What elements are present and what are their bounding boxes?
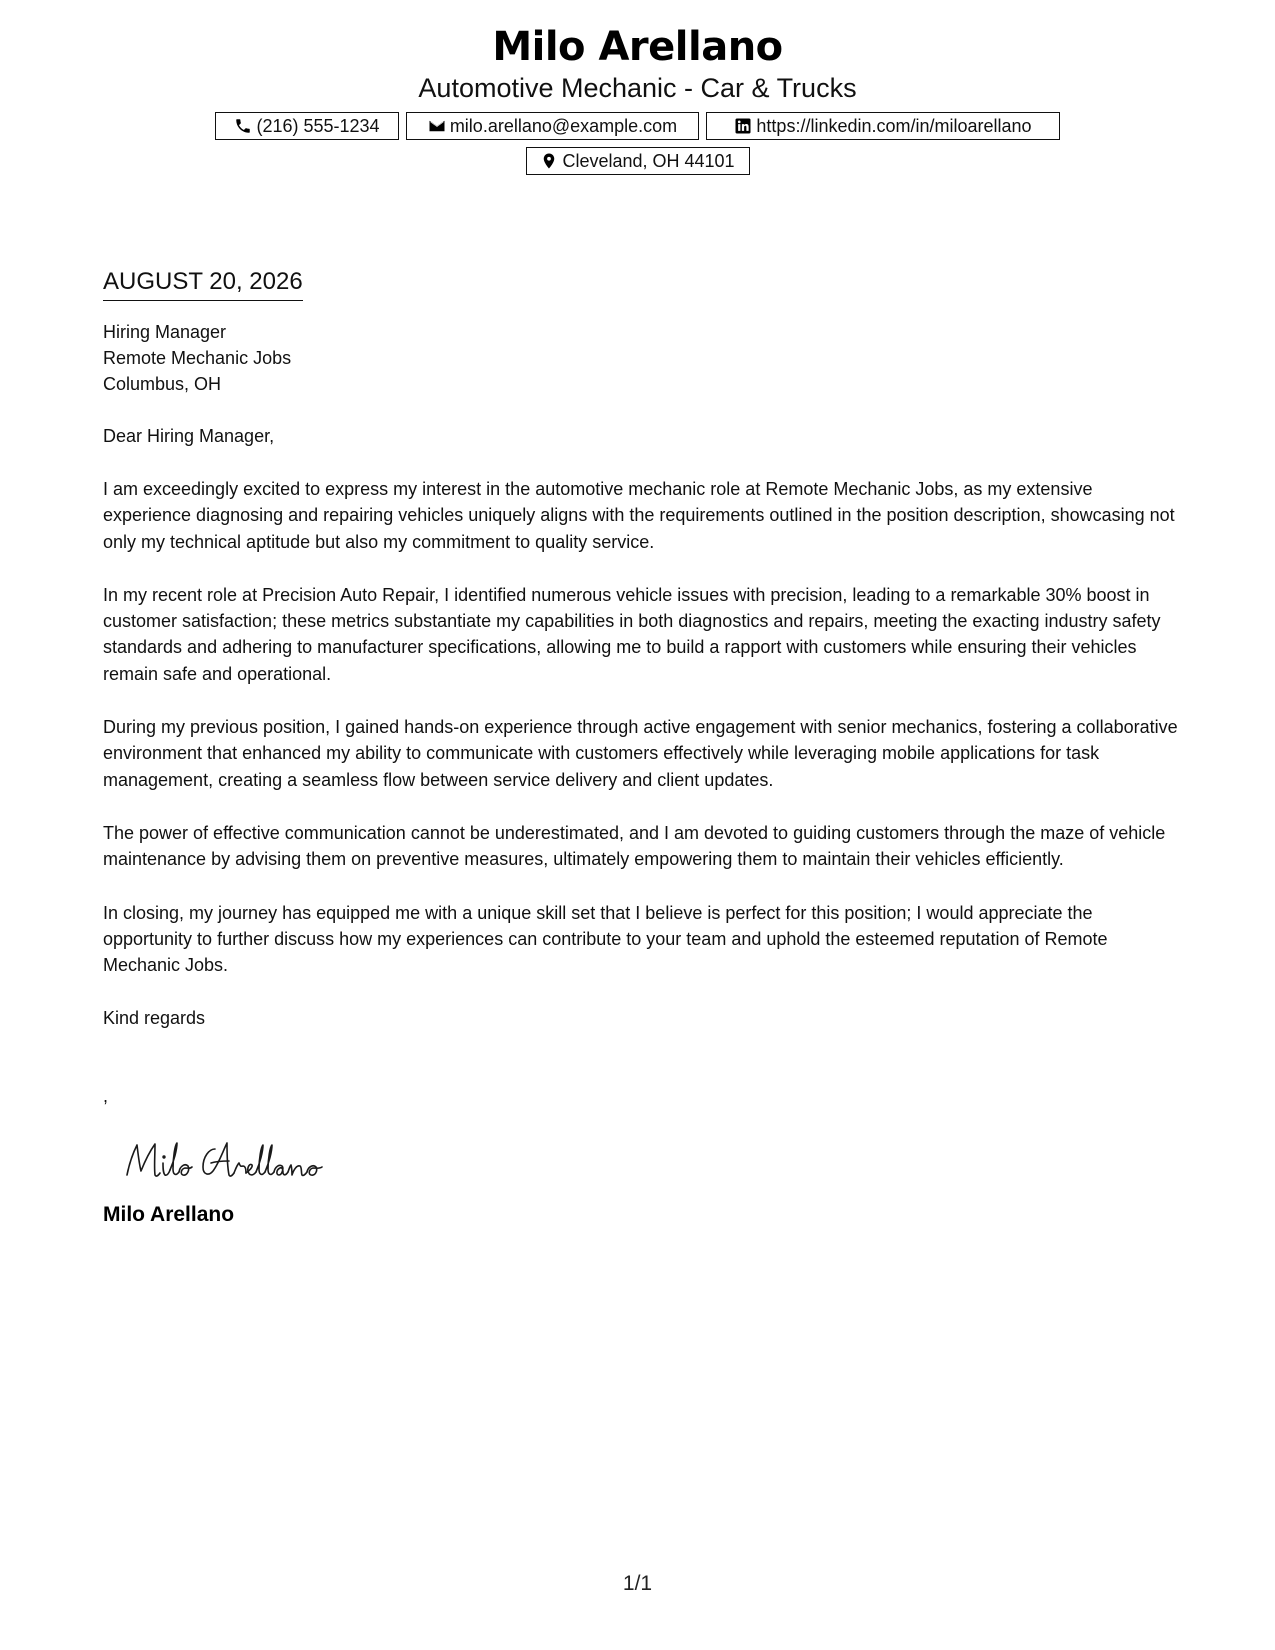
contact-email[interactable] [406, 112, 699, 140]
body-paragraph: I am exceedingly excited to express my interest in the automotive mechanic role at Remote Mechanic Jobs, as my extensive experience diagnosing and repairing vehicles uniquely aligns with the requirements outlined in the position description, showcasing not only my technical aptitude but also my commitment to quality service. [103, 479, 1175, 552]
contact-bar [198, 112, 1078, 175]
contact-phone[interactable] [215, 112, 399, 140]
body-paragraph: In closing, my journey has equipped me with a unique skill set that I believe is perfect for this position; I would appreciate the opportunity to further discuss how my experiences can contribute to your team and uphold the esteemed reputation of Remote Mechanic Jobs. [103, 902, 1108, 976]
salutation: Dear Hiring Manager, [103, 426, 275, 446]
recipient-name: Hiring Manager [103, 322, 227, 342]
phone-text: (216) 555-1234 [256, 115, 380, 136]
signed-name: Milo Arellano [103, 1203, 235, 1227]
closing-line: Kind regards [103, 1008, 206, 1029]
contact-location [526, 147, 750, 175]
body-paragraph: In my recent role at Precision Auto Repair, I identified numerous vehicle issues with precision, leading to a remarkable 30% boost in customer satisfaction; these metrics substantiate my capabilities in both diagnostics and repairs, meeting the exacting industry safety standards and adhering to manufacturer specifications, allowing me to build a rapport with customers while ensuring their vehicles remain safe and operational. [103, 584, 1161, 684]
location-text: Cleveland, OH 44101 [562, 150, 735, 171]
map-pin-icon [540, 152, 558, 170]
page-number: 1/1 [622, 1572, 653, 1595]
letter-header [0, 22, 1275, 175]
linkedin-icon [734, 117, 752, 135]
phone-icon [234, 117, 252, 135]
envelope-icon [428, 117, 446, 135]
recipient-block [103, 319, 1178, 397]
recipient-company: Remote Mechanic Jobs [103, 348, 292, 368]
sender-job-title: Automotive Mechanic - Car & Trucks [418, 73, 857, 103]
letter-date: AUGUST 20, 2026 [103, 266, 303, 301]
email-text: milo.arellano@example.com [449, 115, 678, 136]
linkedin-text: https://linkedin.com/in/miloarellano [756, 115, 1032, 136]
signature-image [119, 1131, 359, 1191]
body-paragraph: The power of effective communication cannot be underestimated, and I am devoted to guiding customers through the maze of vehicle maintenance by advising them on preventive measures, ultimately empowering them to maintain their vehicles efficiently. [103, 822, 1166, 870]
recipient-location: Columbus, OH [103, 374, 222, 394]
letter-body [103, 266, 1178, 1229]
handwritten-signature [119, 1131, 359, 1191]
sender-name: Milo Arellano [492, 24, 783, 70]
body-paragraph: During my previous position, I gained hands-on experience through active engagement with senior mechanics, fostering a collaborative environment that enhanced my ability to communicate with customers effectively while leveraging mobile applications for task management, creating a seamless flow between service delivery and client updates. [103, 717, 1178, 790]
closing-comma: , [103, 1086, 109, 1107]
contact-linkedin[interactable] [706, 112, 1060, 140]
